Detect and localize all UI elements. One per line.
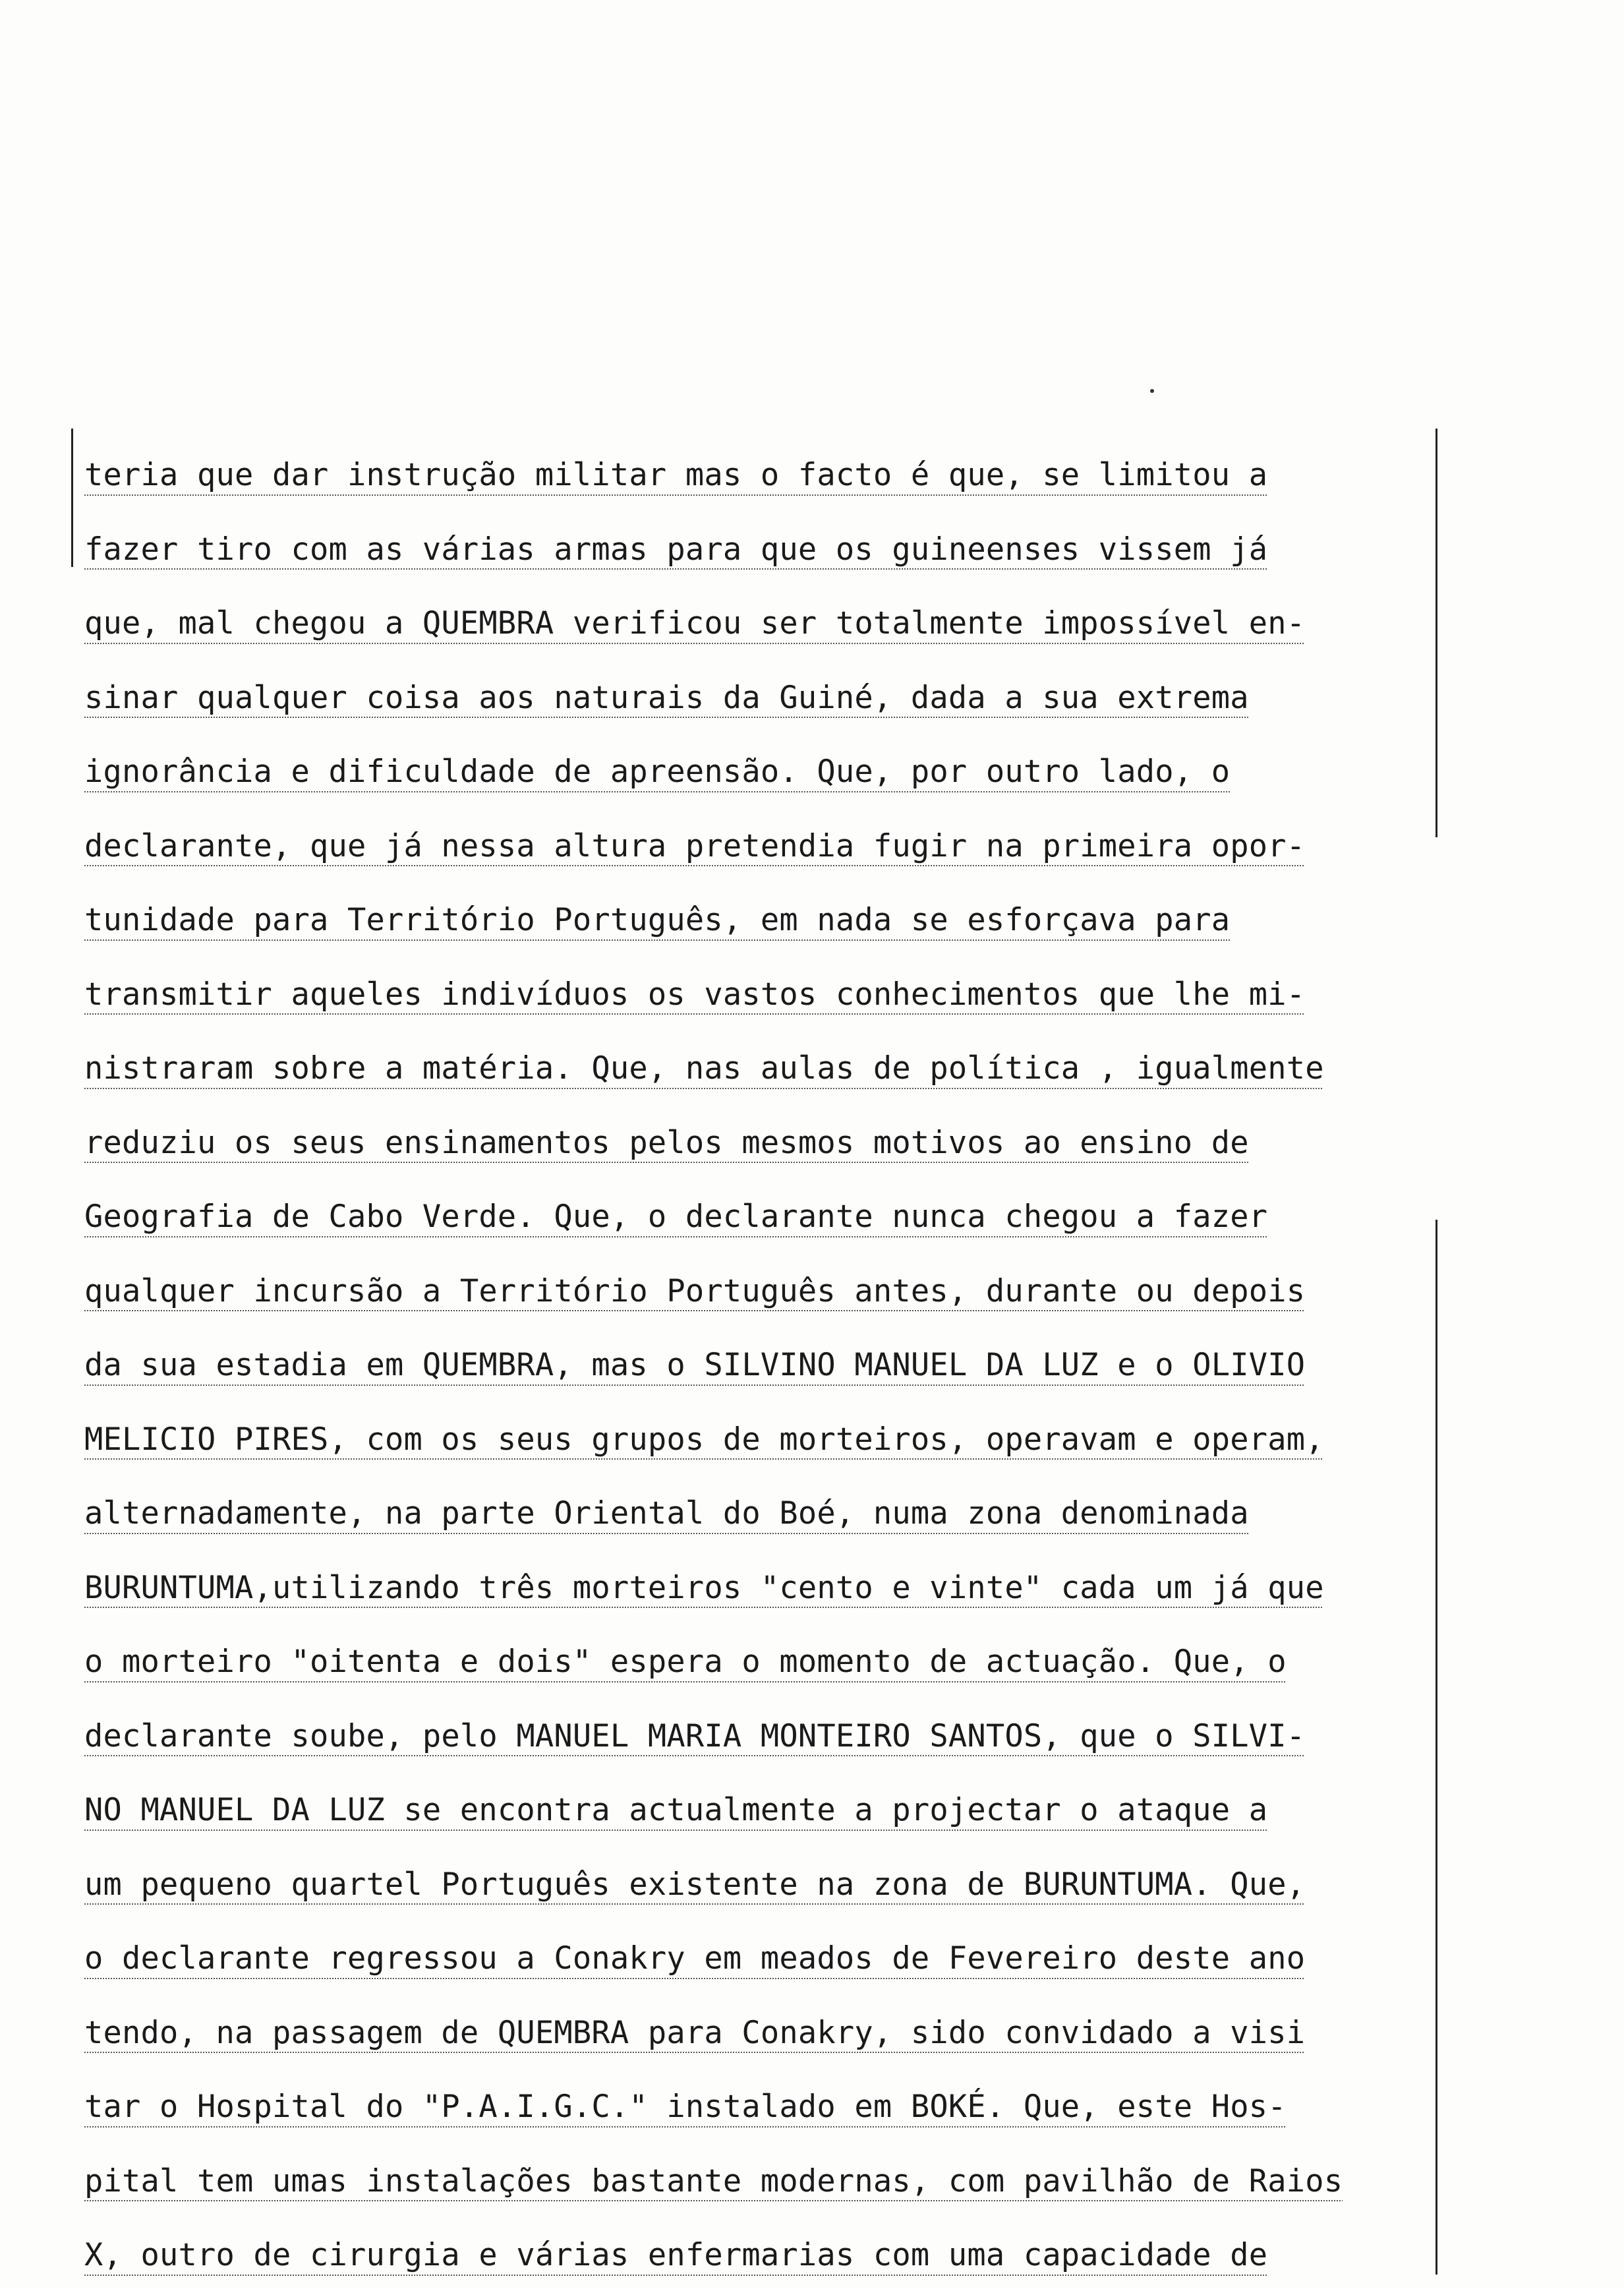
text-line: ignorância e dificuldade de apreensão. Que, por outro lado, o (84, 754, 1231, 790)
typewritten-text (84, 438, 1613, 2293)
text-line: que, mal chegou a QUEMBRA verificou ser totalmente impossível en- (84, 605, 1306, 641)
text-line: tendo, na passagem de QUEMBRA para Conakry, sido convidado a visi (84, 2014, 1306, 2051)
text-line: reduziu os seus ensinamentos pelos mesmos motivos ao ensino de (84, 1124, 1249, 1161)
left-margin-line (71, 429, 73, 567)
text-line: pital tem umas instalações bastante modernas, com pavilhão de Raios (84, 2162, 1343, 2199)
text-line: o morteiro "oitenta e dois" espera o momento de actuação. Que, o (84, 1644, 1287, 1680)
stray-mark (1150, 389, 1154, 393)
text-line: MELICIO PIRES, com os seus grupos de morteiros, operavam e operam, (84, 1421, 1324, 1458)
text-line: declarante, que já nessa altura pretendia fugir na primeira opor- (84, 827, 1306, 864)
text-line: nistraram sobre a matéria. Que, nas aulas de política , igualmente (84, 1050, 1324, 1087)
text-line: NO MANUEL DA LUZ se encontra actualmente a projectar o ataque a (84, 1792, 1268, 1828)
text-line: alternadamente, na parte Oriental do Boé, numa zona denominada (84, 1495, 1249, 1532)
text-line: transmitir aqueles indivíduos os vastos conhecimentos que lhe mi- (84, 976, 1306, 1013)
text-line: Geografia de Cabo Verde. Que, o declarante nunca chegou a fazer (84, 1199, 1268, 1235)
text-line: declarante soube, pelo MANUEL MARIA MONTEIRO SANTOS, que o SILVI- (84, 1717, 1306, 1754)
text-line: tar o Hospital do "P.A.I.G.C." instalado em BOKÉ. Que, este Hos- (84, 2089, 1287, 2125)
text-line: tunidade para Território Português, em nada se esforçava para (84, 902, 1231, 938)
text-line: BURUNTUMA,utilizando três morteiros "cento e vinte" cada um já que (84, 1569, 1324, 1606)
text-line: qualquer incursão a Território Português antes, durante ou depois (84, 1272, 1306, 1309)
text-line: fazer tiro com as várias armas para que os guineenses vissem já (84, 531, 1268, 568)
text-line: sinar qualquer coisa aos naturais da Guiné, dada a sua extrema (84, 679, 1249, 716)
text-line: da sua estadia em QUEMBRA, mas o SILVINO MANUEL DA LUZ e o OLIVIO (84, 1347, 1306, 1383)
text-line: o declarante regressou a Conakry em meados de Fevereiro deste ano (84, 1940, 1306, 1977)
text-line: um pequeno quartel Português existente na zona de BURUNTUMA. Que, (84, 1866, 1306, 1903)
text-line: X, outro de cirurgia e várias enfermarias com uma capacidade de (84, 2237, 1268, 2273)
text-line: teria que dar instrução militar mas o facto é que, se limitou a (84, 457, 1268, 493)
